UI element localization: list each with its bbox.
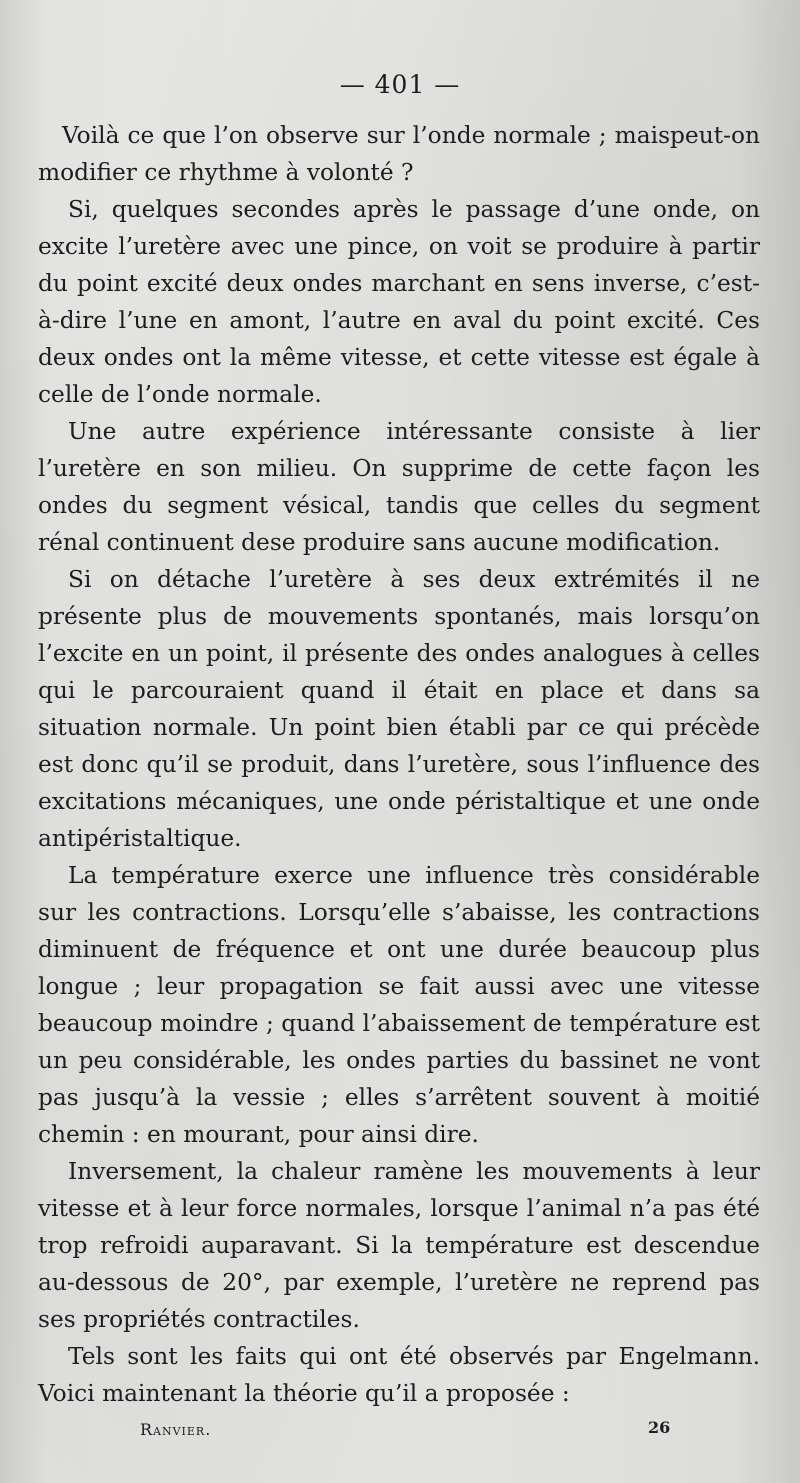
paragraph-5: La température exerce une influence très considérable sur les contractions. Lorsqu’elle s’abaisse, les contractions diminuent de fréquence et ont une durée beaucoup plus longue ; leur propagation se fait aussi avec une vitesse beaucoup moindre ; quand l’abaissement de température est un peu considérable, les ondes parties du bassinet ne vont pas jusqu’à la vessie ; elles s’arrêtent souvent à moitié chemin : en mourant, pour ainsi dire. [38, 862, 760, 1148]
paragraph-2: Si, quelques secondes après le passage d’une onde, on excite l’uretère avec une pince, on voit se produire à partir du point excité deux ondes marchant en sens inverse, c’est-à-dire l’une en amont, l’autre en aval du point excité. Ces deux ondes ont la même vitesse, et cette vitesse est égale à celle de l’onde normale. [38, 196, 760, 408]
paragraph-4: Si on détache l’uretère à ses deux extrémités il ne présente plus de mouvements spontanés, mais lorsqu’on l’excite en un point, il présente des ondes analogues à celles qui le parcouraient quand il était en place et dans sa situation normale. Un point bien établi par ce qui précède est donc qu’il se produit, dans l’uretère, sous l’influence des excitations mécaniques, une onde péristaltique et une onde antipéristaltique. [38, 566, 760, 852]
paragraph-1: Voilà ce que l’on observe sur l’onde normale ; maispeut-on modifier ce rhythme à volonté ? [38, 122, 760, 186]
body-text [38, 117, 760, 1412]
paragraph-7: Tels sont les faits qui ont été observés par Engelmann. Voici maintenant la théorie qu’il a proposée : [38, 1343, 760, 1407]
paragraph-6: Inversement, la chaleur ramène les mouvements à leur vitesse et à leur force normales, lorsque l’animal n’a pas été trop refroidi auparavant. Si la température est descendue au-dessous de 20°, par exemple, l’uretère ne reprend pas ses propriétés contractiles. [38, 1158, 760, 1333]
signature-mark: 26 [648, 1418, 671, 1437]
page-number: — 401 — [339, 70, 461, 99]
footer-author: Ranvier. [140, 1420, 212, 1439]
paragraph-3: Une autre expérience intéressante consiste à lier l’uretère en son milieu. On supprime de cette façon les ondes du segment vésical, tandis que celles du segment rénal continuent dese produire sans aucune modification. [38, 418, 760, 556]
page-footer [0, 1418, 800, 1448]
